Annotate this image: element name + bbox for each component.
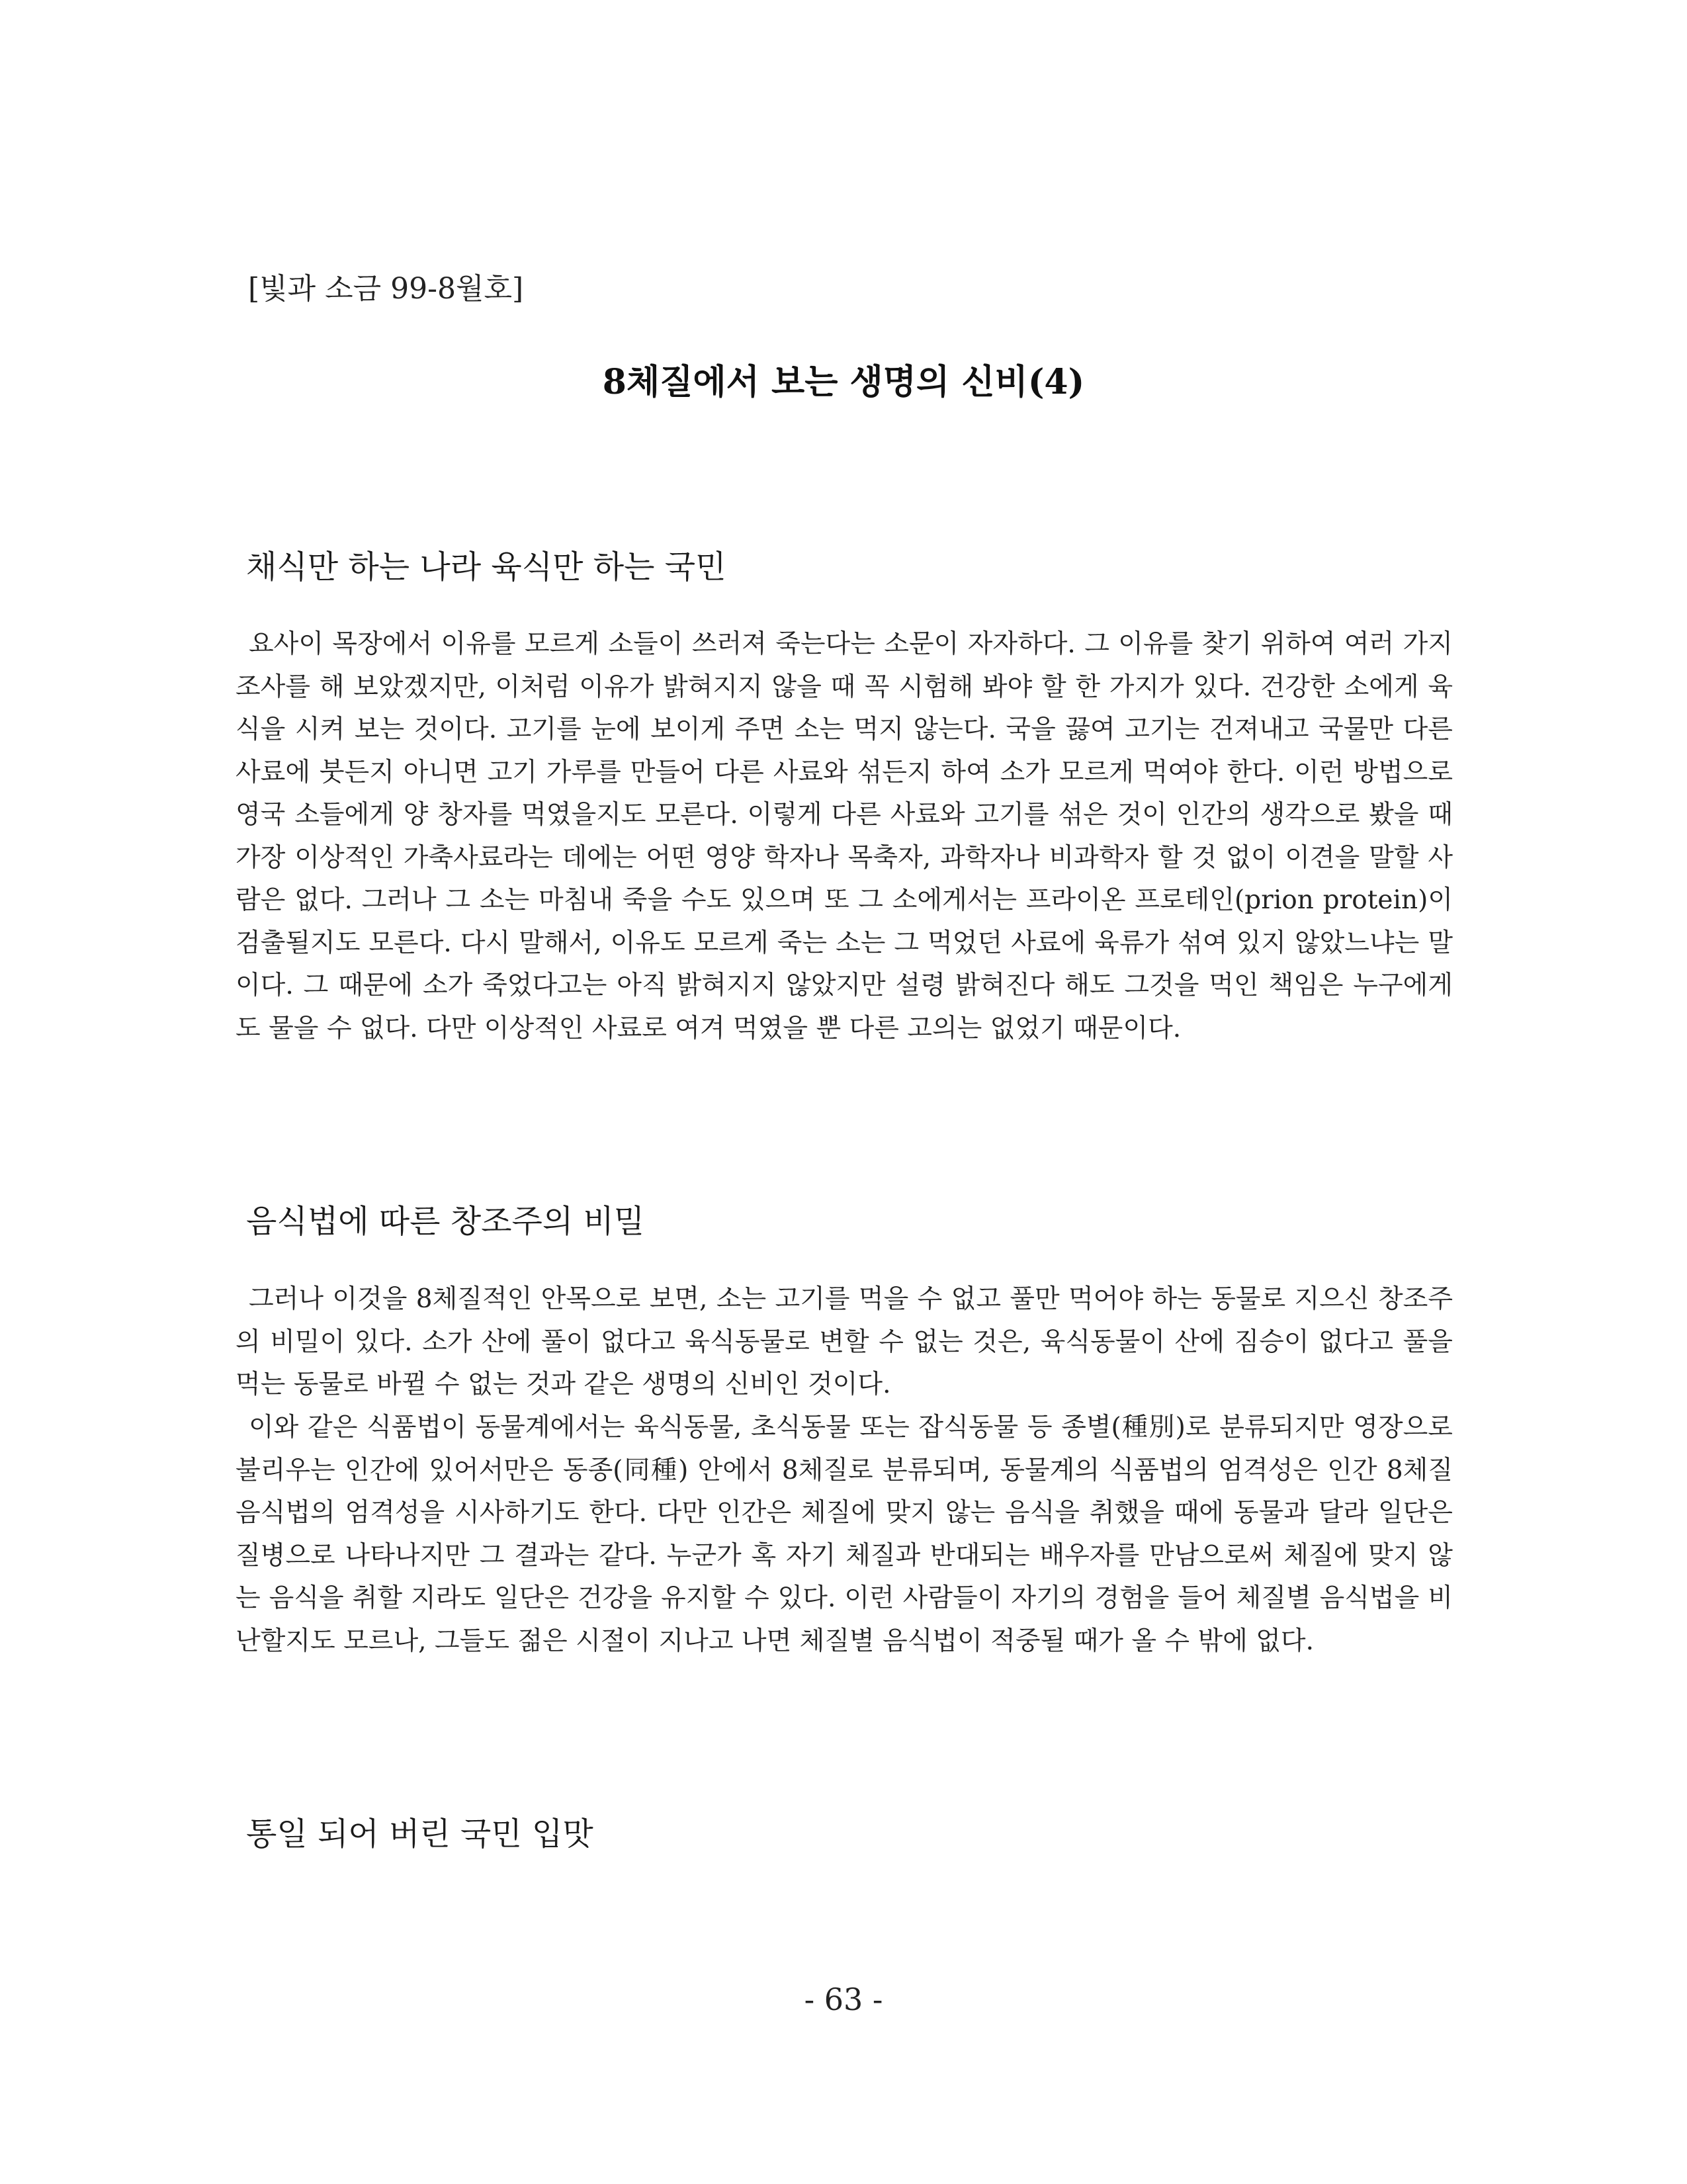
- paragraph-2-1: [236, 1278, 1453, 1407]
- paragraph-1-1: [236, 623, 1453, 1050]
- source-citation: [빛과 소금 99-8월호]: [248, 272, 524, 306]
- paragraph-text: 요사이 목장에서 이유를 모르게 소들이 쓰러져 죽는다는 소문이 자자하다. 그 이유를 찾기 위하여 여러 가지 조사를 해 보았겠지만, 이처럼 이유가 밝혀지지 않을 때 꼭 시험해 봐야 할 한 가지가 있다. 건강한 소에게 육식을 시켜 보는 것이다. 고기를 눈에 보이게 주면 소는 먹지 않는다. 국을 끓여 고기는 건져내고 국물만 다른 사료에 붓든지 아니면 고기 가루를 만들어 다른 사료와 섞든지 하여 소가 모르게 먹여야 한다. 이런 방법으로 영국 소들에게 양 창자를 먹였을지도 모른다. 이렇게 다른 사료와 고기를 섞은 것이 인간의 생각으로 봤을 때 가장 이상적인 가축사료라는 데에는 어떤 영양 학자나 목축자, 과학자나 비과학자 할 것 없이 이견을 말할 사람은 없다. 그러나 그 소는 마침내 죽을 수도 있으며 또 그 소에게서는 프라이온 프로테인(prion protein)이 검출될지도 모른다. 다시 말해서, 이유도 모르게 죽는 소는 그 먹었던 사료에 육류가 섞여 있지 않았느냐는 말이다. 그 때문에 소가 죽었다고는 아직 밝혀지지 않았지만 설령 밝혀진다 해도 그것을 먹인 책임은 누구에게도 물을 수 없다. 다만 이상적인 사료로 여겨 먹였을 뿐 다른 고의는 없었기 때문이다.: [236, 629, 1453, 1043]
- section-heading-2: 음식법에 따른 창조주의 비밀: [246, 1203, 645, 1240]
- article-title: 8체질에서 보는 생명의 신비(4): [602, 362, 1085, 402]
- paragraph-2-2: [236, 1407, 1453, 1663]
- paragraph-text: 그러나 이것을 8체질적인 안목으로 보면, 소는 고기를 먹을 수 없고 풀만 먹어야 하는 동물로 지으신 창조주의 비밀이 있다. 소가 산에 풀이 없다고 육식동물로 변할 수 없는 것은, 육식동물이 산에 짐승이 없다고 풀을 먹는 동물로 바뀔 수 없는 것과 같은 생명의 신비인 것이다.: [236, 1284, 1453, 1399]
- page-number: - 63 -: [804, 1982, 883, 2017]
- section-heading-1: 채식만 하는 나라 육식만 하는 국민: [246, 548, 726, 586]
- section-heading-3: 통일 되어 버린 국민 입맛: [246, 1815, 593, 1853]
- paragraph-text: 이와 같은 식품법이 동물계에서는 육식동물, 초식동물 또는 잡식동물 등 종별(種別)로 분류되지만 영장으로 불리우는 인간에 있어서만은 동종(同種) 안에서 8체질로 분류되며, 동물계의 식품법의 엄격성은 인간 8체질 음식법의 엄격성을 시사하기도 한다. 다만 인간은 체질에 맞지 않는 음식을 취했을 때에 동물과 달라 일단은 질병으로 나타나지만 그 결과는 같다. 누군가 혹 자기 체질과 반대되는 배우자를 만남으로써 체질에 맞지 않는 음식을 취할 지라도 일단은 건강을 유지할 수 있다. 이런 사람들이 자기의 경험을 들어 체질별 음식법을 비난할지도 모르나, 그들도 젊은 시절이 지나고 나면 체질별 음식법이 적중될 때가 올 수 밖에 없다.: [236, 1413, 1453, 1656]
